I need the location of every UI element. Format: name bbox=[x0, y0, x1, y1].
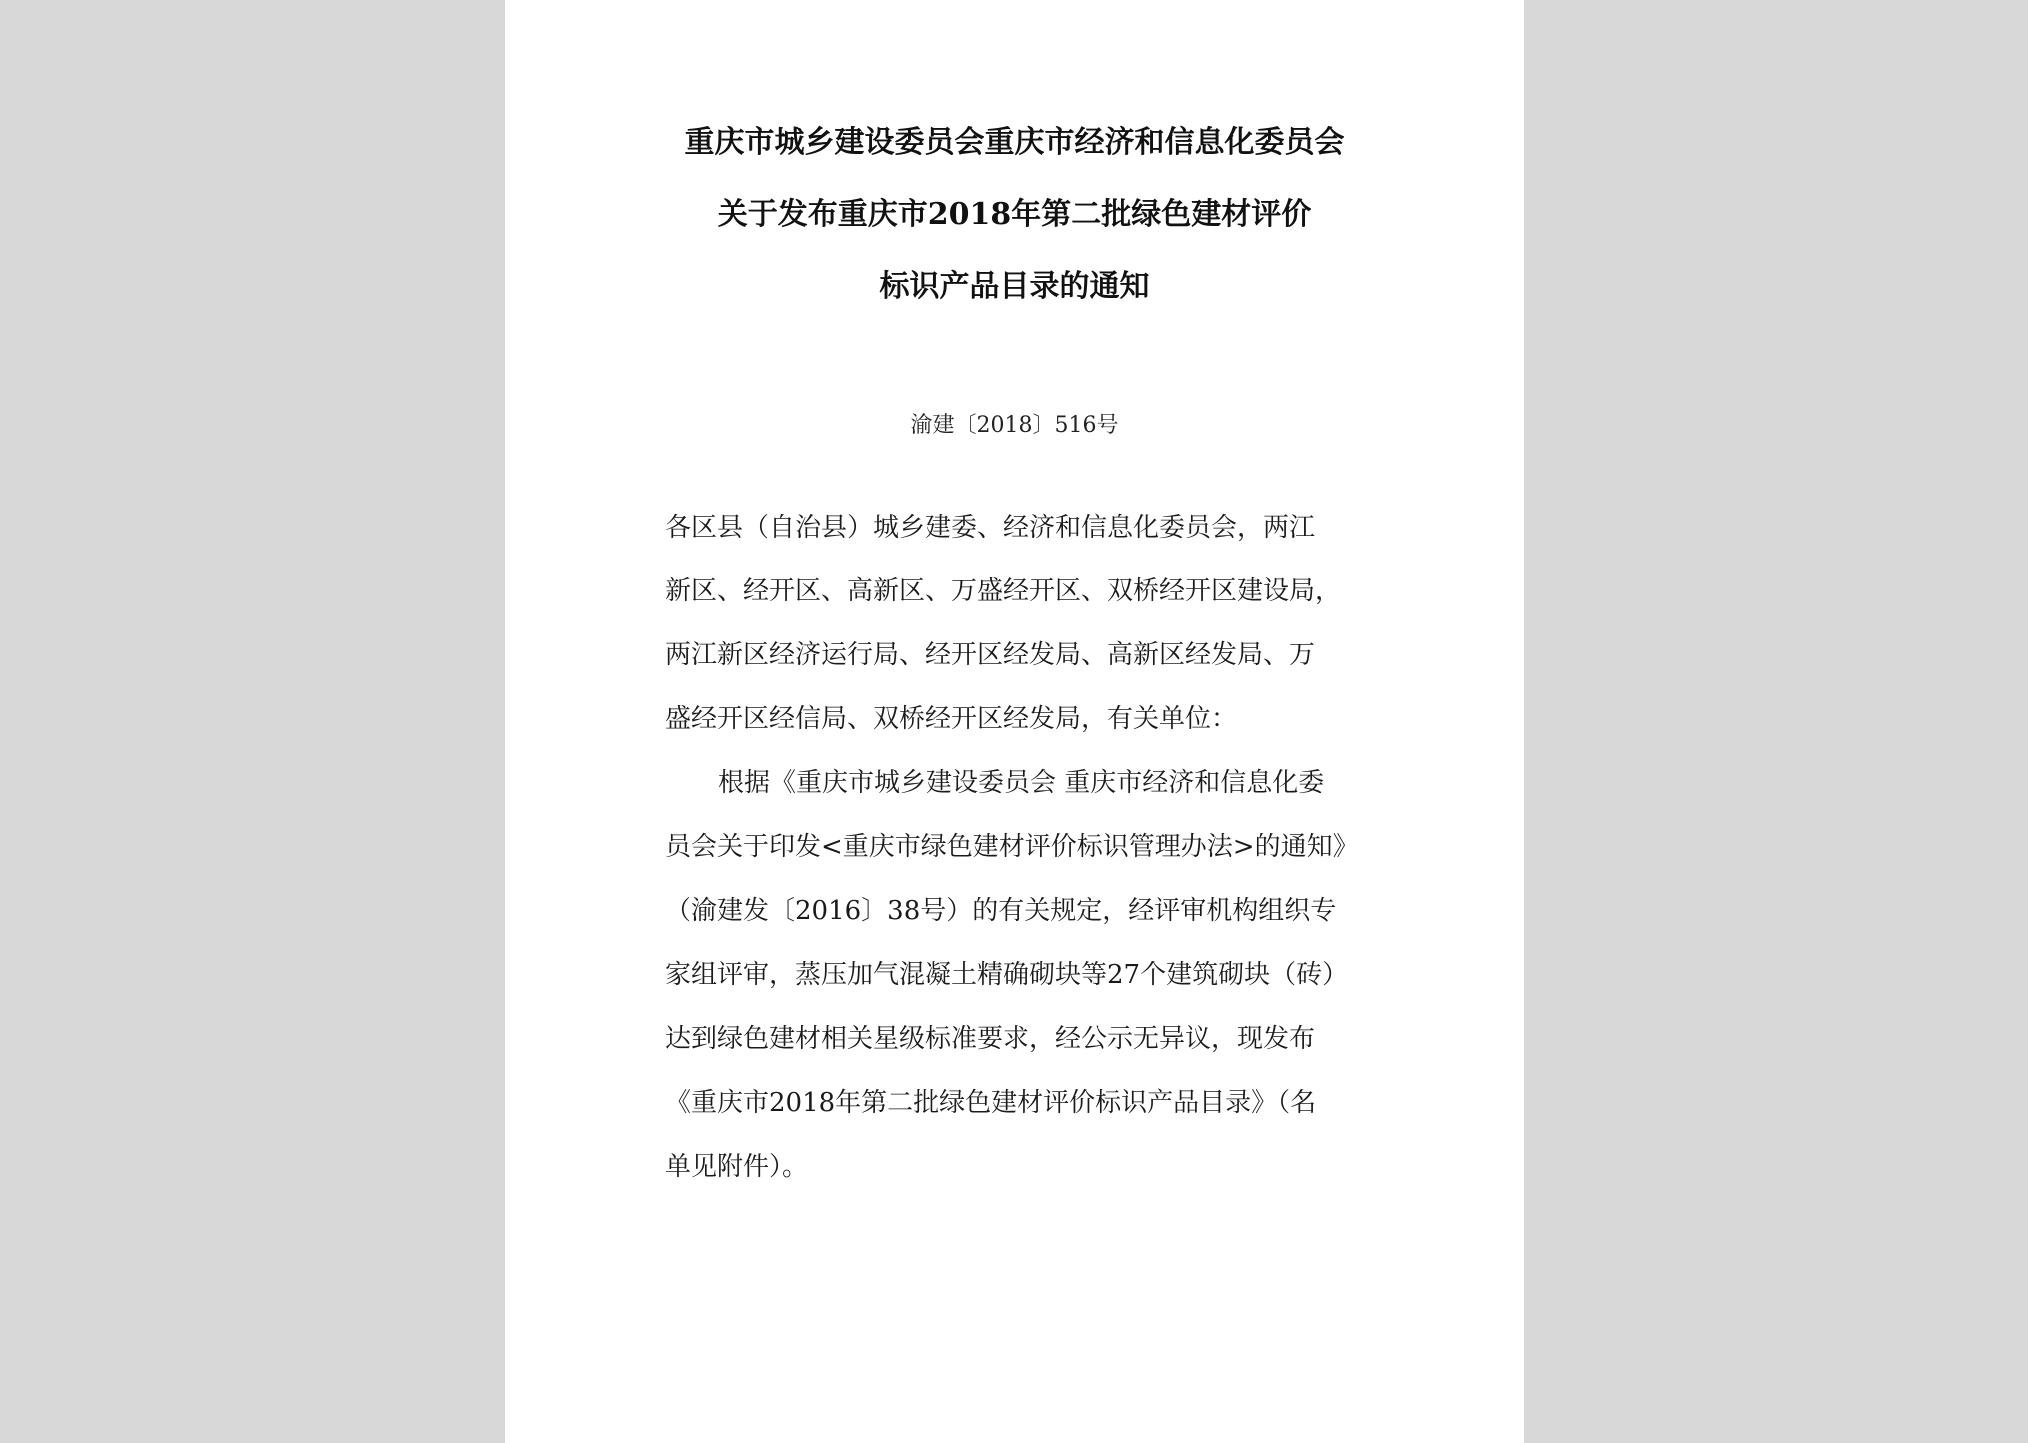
title-line-3: 标识产品目录的通知 bbox=[879, 269, 1150, 304]
body-line: 根据《重庆市城乡建设委员会 重庆市经济和信息化委 bbox=[718, 768, 1325, 798]
body-line: 各区县（自治县）城乡建委、经济和信息化委员会，两江 bbox=[665, 513, 1316, 543]
body-line: 单见附件）。 bbox=[665, 1152, 809, 1182]
document-page bbox=[505, 0, 1524, 1443]
title-line-2: 关于发布重庆市2018年第二批绿色建材评价 bbox=[717, 197, 1312, 232]
body-line: 家组评审，蒸压加气混凝土精确砌块等27个建筑砌块（砖） bbox=[665, 960, 1349, 990]
body-line: （渝建发〔2016〕38号）的有关规定，经评审机构组织专 bbox=[665, 896, 1337, 926]
body-line: 员会关于印发<重庆市绿色建材评价标识管理办法>的通知》 bbox=[665, 832, 1359, 862]
body-line: 两江新区经济运行局、经开区经发局、高新区经发局、万 bbox=[665, 640, 1316, 670]
body-line: 盛经开区经信局、双桥经开区经发局，有关单位： bbox=[665, 704, 1238, 734]
body-line: 新区、经开区、高新区、万盛经开区、双桥经开区建设局， bbox=[665, 576, 1342, 606]
title-line-1: 重庆市城乡建设委员会重庆市经济和信息化委员会 bbox=[684, 125, 1345, 160]
body-line: 《重庆市2018年第二批绿色建材评价标识产品目录》（名 bbox=[665, 1088, 1317, 1118]
body-line: 达到绿色建材相关星级标准要求，经公示无异议，现发布 bbox=[665, 1024, 1316, 1054]
document-number: 渝建〔2018〕516号 bbox=[910, 413, 1119, 438]
